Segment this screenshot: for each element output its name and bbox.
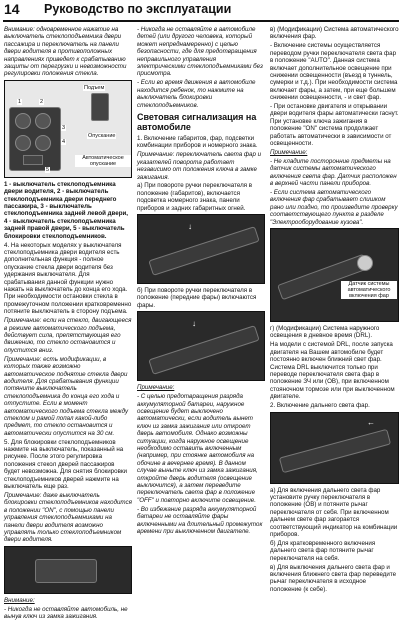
switch-1	[15, 113, 31, 129]
col3-note-2: - Если система автоматического включения фар срабатывает слишком рано или поздно, то произведите проверку соответствующего пункта в разделе "Электрооборудование кузова".	[270, 189, 398, 226]
col1-note-3: Примечание: даже выключатель блокировки стеклоподъемников находится в положении "ON", с помощью панели управления стеклоподъемниками на панели двери водителя возможно управлять только стеклоподъемником двери водителя.	[4, 492, 132, 544]
col3-para-2c: в) Для выключения дальнего света фар и включения ближнего света фар переведите рычаг переключателя в исходное положение (к себе).	[270, 563, 397, 593]
col2-note-3: - Во избежание разряда аккумуляторной батареи не оставляйте фары включенными на длительный промежуток времени при выключенном двигателе.	[137, 505, 263, 535]
auto-light-photo	[270, 228, 399, 322]
light-stalk-4	[279, 428, 391, 472]
col1-note-1: Примечание: если на стекло, двигающееся в режиме автоматического подъема, действует сила, препятствующая его движению, то стекло остановится и опустится вниз.	[4, 317, 132, 354]
label-auto-down: Автоматическое опускание	[75, 155, 131, 167]
lock-switch	[35, 559, 97, 583]
arrow-icon: ↓	[188, 222, 192, 232]
switch-5-lock	[23, 155, 43, 165]
lock-switch-photo	[4, 546, 132, 594]
light-stalk-2	[148, 325, 259, 375]
arrow-icon: ←	[367, 417, 375, 427]
page-header	[0, 0, 402, 20]
figure-caption: 1 - выключатель стеклоподъемника двери водителя, 2 - выключатель стеклоподъемника двери переднего пассажира, 3 - выключатель стеклоподъемника задней левой двери, 4 - выключатель стеклоподъемника задней правой двери, 5 - выключатель блокировки стеклоподъемников.	[4, 180, 129, 240]
col3-para-c-1: - Включение системы осуществляется переводом ручки переключателя света фар в положение "AUTO". Данная система включает дополнительное освещение при снижении освещенности (въезд в туннель, сумерки и т.д.). При необходимости система включает фары, а затем, при еще большем снижении освещенности, - и свет фар.	[270, 42, 398, 102]
col3-para-d-1: На модели с системой DRL, после запуска двигателя на Вашем автомобиле будет постоянно включен ближний свет фар. Система DRL выключится только при переводе переключателя света фар в положение ЗЧ или (ОВ), при включенном стояночном тормозе или при выключенном двигателе.	[270, 341, 395, 401]
page-number: 14	[4, 1, 20, 17]
callout-4: 4	[62, 138, 66, 145]
arrow-icon: ↓	[192, 319, 196, 329]
switch-detail	[91, 93, 109, 121]
section-heading: Световая сигнализация на автомобиле	[137, 111, 257, 132]
col2-warning-2: - Если во время движения в автомобиле находится ребенок, то нажмите на выключатель блокировки стеклоподъемников.	[137, 79, 256, 109]
col2-para-b: б) При повороте ручки переключателя в положение (передние фары) включаются фары.	[137, 287, 257, 309]
column-2	[137, 26, 265, 566]
switch-4	[35, 135, 51, 151]
column-1	[4, 26, 132, 621]
light-sensor	[357, 255, 373, 271]
col1-note-2: Примечание: есть модификации, в которых также возможно автоматическое поднятие стекла двери водителя. Для срабатывания функции потяните выключатель стеклоподъемника до конца его хода и отпустите. Если в момент автоматического подъема стекла между стеклом и рамой попал какой-либо предмет, то стекло остановится и автоматически опустится на 30 см.	[4, 355, 129, 437]
col3-para-c: в) (Модификации) Система автоматического включения фар.	[270, 26, 399, 41]
col1-para-5: 5. Для блокировки стеклоподъемников нажмите на выключатель, показанный на рисунке. После этого регулировка положения стекол дверей пассажиров будет невозможна. Для снятия блокировки стеклоподъемников дверей нажмите на выключатель еще раз.	[4, 438, 128, 491]
col3-para-2: 2. Включение дальнего света фар.	[270, 402, 370, 410]
col3-para-c-2: - При остановке двигателя и открывании двери водителя фары автоматически гаснут. При установке ключа зажигания в положение "ON" система продолжает работать автоматически в зависимости от освещенности.	[270, 103, 399, 148]
col1-warning-text: - Никогда не оставляйте автомобиль, не вынув ключ из замка зажигания.	[4, 605, 128, 621]
light-switch-photo-1	[137, 214, 265, 284]
callout-2: 2	[40, 98, 44, 105]
label-down: Опускание	[88, 132, 116, 139]
col3-para-2b: б) Для кратковременного включения дальнего света фар потяните рычаг переключателя на себя.	[270, 539, 376, 562]
light-switch-photo-2	[137, 311, 265, 381]
col3-para-2a: а) Для включения дальнего света фар установите ручку переключателя в положение (ОВ) и потяните рычаг переключателя от себя. При включенном дальнем свете фар загорается соответствующий индикатор на комбинации приборов.	[270, 486, 398, 538]
callout-1: 1	[18, 98, 22, 105]
light-stalk-1	[148, 226, 259, 276]
col2-note-heading: Примечание:	[137, 384, 175, 392]
callout-5: 5	[46, 166, 50, 173]
col3-note-1: - Не кладите посторонние предметы на датчик системы автоматического включения света фар. Датчик расположен в верхней части панели приборов.	[270, 157, 397, 188]
window-switch-figure	[4, 80, 132, 178]
page-title: Руководство по эксплуатации	[44, 2, 232, 16]
high-beam-photo	[270, 412, 399, 484]
col1-para-4: 4. На некоторых моделях у выключателя стеклоподъемника двери водителя есть дополнительная функция - полное опускание стекла двери водителя без удержания выключателя. Для срабатывания данной функции нужно нажать на выключатель до конца его хода. При необходимости остановки стекла в промежуточном положении кратковременно потяните выключатель в сторону подъема.	[4, 241, 132, 316]
header-rule	[3, 20, 399, 22]
col3-para-d: г) (Модификации) Система наружного освещения в дневное время (DRL).	[270, 325, 380, 340]
col1-warning: Внимание: одновременное нажатие на выключатель стеклоподъемника двери пассажира и переключатель на панели двери водителя в противоположных направлениях приведет к срабатыванию защиты от перегрузки и невозможности регулировки положения стекла.	[4, 26, 127, 78]
col3-note-heading: Примечание:	[270, 149, 308, 156]
col2-para-a: а) При повороте ручки переключателя в положение (габаритов), включается подсветка номерного знака, панели приборов и задних габаритных огней.	[137, 182, 253, 212]
col2-note-2: - С целью предотвращения разряда аккумуляторной батареи, наружное освещение будет выключено автоматически, если водитель вынет ключ из замка зажигания или откроет дверь автомобиля. Однако возможны ситуации, когда наружное освещение необходимо оставить включенным (например, при стоянке автомобиля на обочине в вечернее время). В данном случае выньте ключ из замка зажигания, откройте дверь водителя (освещение выключится), а затем переведите переключатель света фар в положение "OFF" и повторно включите освещение.	[137, 393, 258, 504]
switch-2	[35, 113, 51, 129]
col1-warning-heading: Внимание:	[4, 596, 35, 604]
column-3	[270, 26, 399, 593]
switch-3	[15, 135, 31, 151]
label-up: Подъем	[84, 84, 105, 91]
col2-note-1: Примечание: переключатель света фар и указателей поворота работает независимо от положения ключа в замке зажигания.	[137, 151, 262, 181]
sensor-label: Датчик системы автоматического включения фар	[341, 281, 397, 299]
callout-3: 3	[62, 124, 66, 131]
col2-para-1: 1. Включение габаритов, фар, подсветки комбинации приборов и номерного знака.	[137, 134, 258, 150]
col2-warning-1: - Никогда не оставляйте в автомобиле детей (или другого человека, который может непреднамеренно) с целью безопасности, где для предотвращения неправильного управления электрическими стеклоподъемниками без присмотра.	[137, 26, 263, 78]
